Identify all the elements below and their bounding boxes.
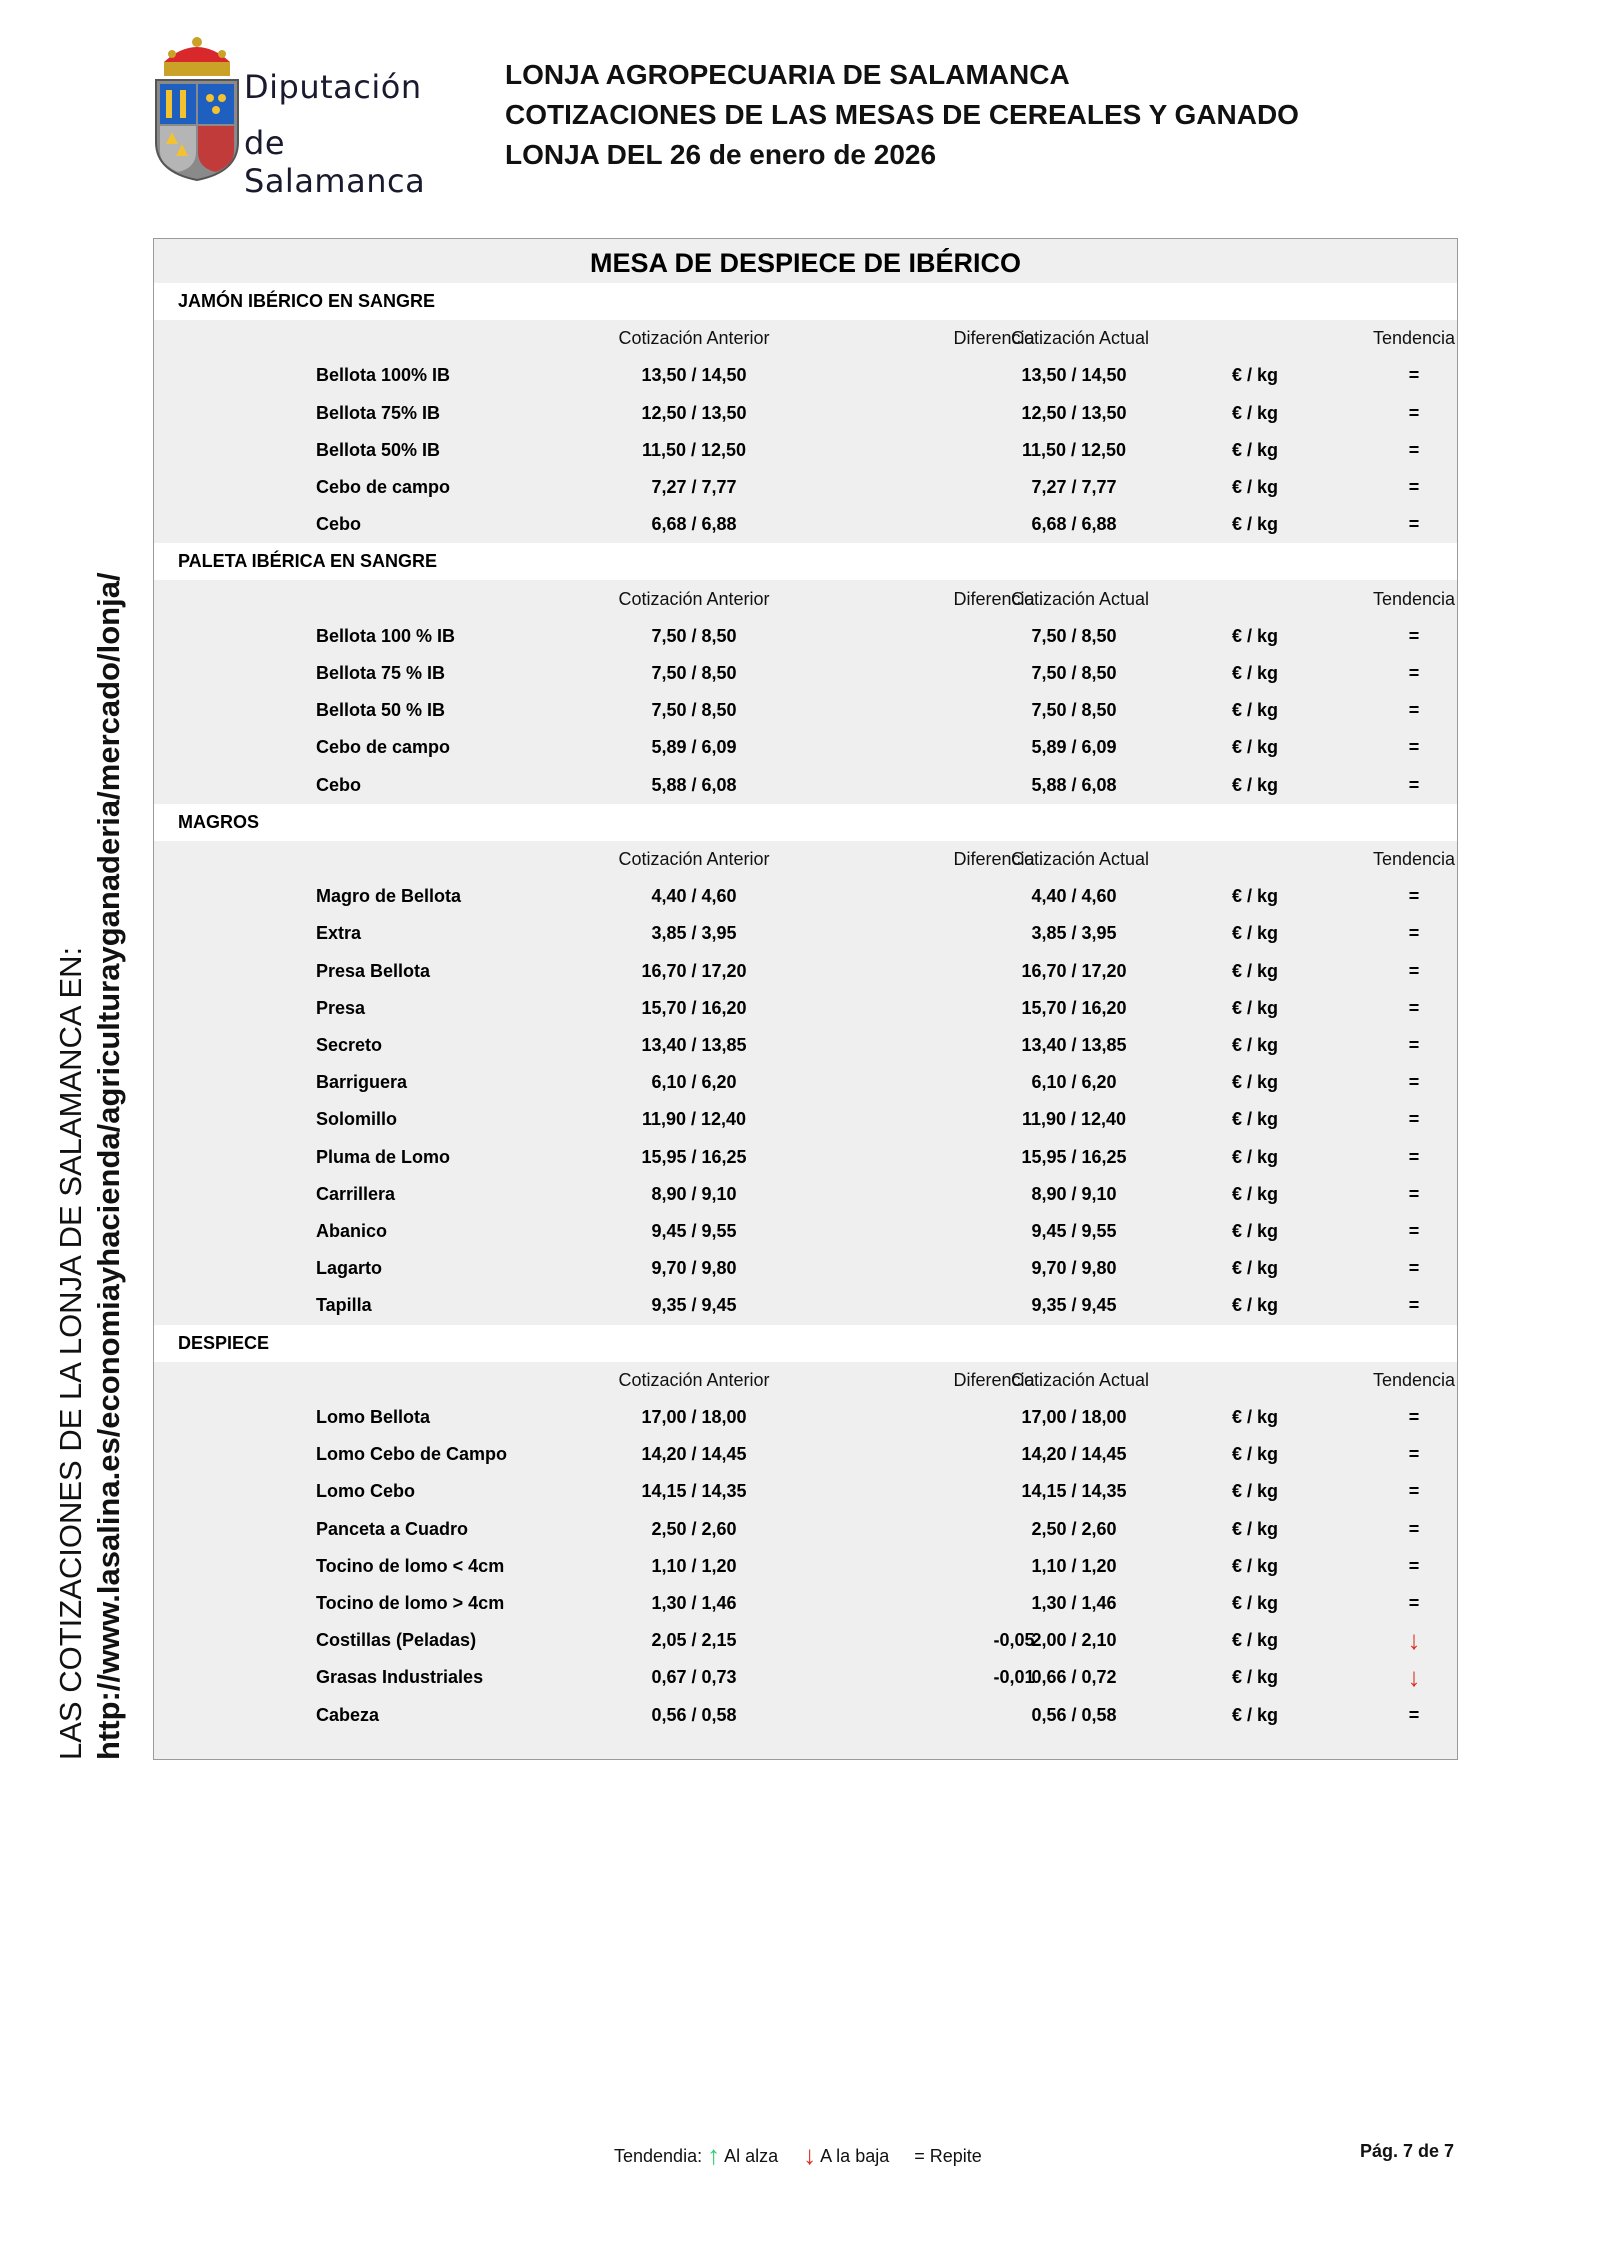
row-cotizacion-actual: 1,30 / 1,46 [1031,1593,1117,1613]
trend-repeat: = [1408,477,1420,497]
row-cotizacion-anterior: 1,30 / 1,46 [651,1593,737,1613]
row-product-name: Magro de Bellota [316,886,462,907]
row-product-name: Pluma de Lomo [316,1146,451,1167]
row-unit: € / kg [1232,997,1279,1018]
row-unit: € / kg [1232,1704,1279,1725]
row-cotizacion-actual: 12,50 / 13,50 [1021,402,1127,423]
trend-repeat: = [1408,1146,1420,1167]
row-cotizacion-actual: 2,50 / 2,60 [1031,1518,1117,1539]
trend-repeat: = [1408,1593,1420,1613]
row-product-name: Bellota 100 % IB [316,625,456,646]
row-unit: € / kg [1232,1444,1279,1465]
row-cotizacion-anterior: 9,45 / 9,55 [651,1221,737,1241]
row-product-name: Cebo de campo [316,737,451,758]
legend-repeat-label: = Repite [914,2146,982,2166]
trend-legend [614,2138,982,2169]
row-unit: € / kg [1232,1146,1279,1167]
row-unit: € / kg [1232,1072,1279,1093]
row-cotizacion-anterior: 13,40 / 13,85 [641,1035,747,1055]
row-cotizacion-anterior: 7,50 / 8,50 [651,625,737,646]
row-unit: € / kg [1232,1258,1279,1279]
row-product-name: Panceta a Cuadro [316,1518,469,1539]
row-product-name: Grasas Industriales [316,1667,484,1688]
arrow-down-icon: ↓ [1407,1625,1421,1656]
document-header [505,55,1299,175]
row-cotizacion-anterior: 11,50 / 12,50 [641,439,747,460]
row-unit: € / kg [1232,1109,1279,1130]
row-cotizacion-actual: 6,68 / 6,88 [1031,514,1117,535]
row-cotizacion-anterior: 9,35 / 9,45 [651,1295,737,1316]
column-header-anterior: Cotización Anterior [618,588,770,609]
row-product-name: Bellota 75% IB [316,402,441,423]
trend-repeat: = [1408,1183,1420,1204]
row-unit: € / kg [1232,1593,1279,1613]
trend-repeat: = [1408,774,1420,795]
trend-repeat: = [1408,1258,1420,1279]
row-cotizacion-anterior: 0,67 / 0,73 [651,1667,737,1688]
row-product-name: Cabeza [316,1704,380,1725]
row-cotizacion-anterior: 2,50 / 2,60 [651,1518,737,1539]
side-caption-url[interactable]: http://www.lasalina.es/economiayhacienda/agriculturayganaderia/mercado/lonja/ [91,572,126,1760]
row-cotizacion-actual: 14,15 / 14,35 [1021,1481,1127,1502]
trend-repeat: = [1408,1221,1420,1241]
column-header-actual: Cotización Actual [1010,1369,1150,1390]
row-cotizacion-actual: 17,00 / 18,00 [1021,1407,1127,1427]
row-product-name: Tocino de lomo > 4cm [316,1593,505,1613]
row-product-name: Bellota 50 % IB [316,700,446,721]
row-cotizacion-anterior: 5,89 / 6,09 [651,737,737,758]
column-header-diferencia: Diferencia [953,849,1035,869]
price-table-panel [153,238,1458,1760]
row-unit: € / kg [1232,439,1279,460]
row-unit: € / kg [1232,402,1279,423]
column-header-tendencia: Tendencia [1372,328,1456,349]
trend-repeat: = [1408,625,1420,646]
section-band [154,804,1457,841]
row-unit: € / kg [1232,1407,1279,1427]
row-product-name: Lomo Cebo de Campo [316,1444,508,1465]
section-band [154,1325,1457,1362]
title-line-3: LONJA DEL 26 de enero de 2026 [505,139,937,170]
row-cotizacion-anterior: 9,70 / 9,80 [651,1258,737,1279]
row-cotizacion-actual: 4,40 / 4,60 [1031,886,1117,907]
trend-repeat: = [1408,1555,1420,1576]
row-cotizacion-anterior: 7,27 / 7,77 [651,477,737,497]
column-header-actual: Cotización Actual [1010,849,1150,869]
row-cotizacion-anterior: 11,90 / 12,40 [641,1109,747,1130]
trend-repeat: = [1408,1481,1420,1502]
row-unit: € / kg [1232,1518,1279,1539]
row-unit: € / kg [1232,960,1279,981]
column-header-tendencia: Tendencia [1372,849,1456,869]
trend-repeat: = [1408,663,1420,683]
section-label: MAGROS [178,811,259,832]
row-unit: € / kg [1232,737,1279,758]
section-label: PALETA IBÉRICA EN SANGRE [178,551,438,572]
row-unit: € / kg [1232,774,1279,795]
side-caption [52,572,128,1760]
row-cotizacion-anterior: 4,40 / 4,60 [651,886,737,907]
column-header-tendencia: Tendencia [1372,588,1456,609]
section-label: DESPIECE [178,1332,270,1353]
row-product-name: Cebo [316,774,361,795]
trend-repeat: = [1408,886,1420,907]
row-cotizacion-anterior: 6,68 / 6,88 [651,514,737,535]
row-cotizacion-actual: 3,85 / 3,95 [1031,923,1117,944]
trend-repeat: = [1408,997,1420,1018]
row-cotizacion-anterior: 7,50 / 8,50 [651,700,737,721]
row-product-name: Extra [316,923,362,944]
row-unit: € / kg [1232,1295,1279,1316]
row-cotizacion-actual: 11,90 / 12,40 [1021,1109,1127,1130]
row-unit: € / kg [1232,514,1279,535]
column-header-tendencia: Tendencia [1372,1369,1456,1390]
trend-repeat: = [1408,1518,1420,1539]
trend-repeat: = [1408,1444,1420,1465]
arrow-up-icon: ↑ [707,2140,721,2170]
trend-repeat: = [1408,1072,1420,1093]
row-cotizacion-actual: 7,50 / 8,50 [1031,663,1117,683]
row-unit: € / kg [1232,1667,1279,1688]
side-caption-line1: LAS COTIZACIONES DE LA LONJA DE SALAMANCA EN: [53,946,88,1760]
row-product-name: Bellota 75 % IB [316,663,446,683]
column-header-diferencia: Diferencia [953,588,1035,609]
row-unit: € / kg [1232,1555,1279,1576]
row-unit: € / kg [1232,477,1279,497]
legend-down-label: A la baja [820,2146,890,2166]
row-cotizacion-actual: 0,56 / 0,58 [1031,1704,1117,1725]
row-unit: € / kg [1232,625,1279,646]
trend-repeat: = [1408,737,1420,758]
row-cotizacion-actual: 11,50 / 12,50 [1021,439,1127,460]
row-product-name: Abanico [316,1221,388,1241]
row-unit: € / kg [1232,1481,1279,1502]
org-name-line2: de Salamanca [244,124,426,200]
row-cotizacion-actual: 5,89 / 6,09 [1031,737,1117,758]
row-product-name: Tapilla [316,1295,372,1316]
arrow-down-icon: ↓ [803,2140,817,2170]
row-cotizacion-actual: 9,70 / 9,80 [1031,1258,1117,1279]
trend-repeat: = [1408,700,1420,721]
row-cotizacion-actual: 2,00 / 2,10 [1031,1630,1117,1651]
row-unit: € / kg [1232,663,1279,683]
trend-repeat: = [1408,1407,1420,1427]
row-unit: € / kg [1232,1035,1279,1055]
column-header-actual: Cotización Actual [1010,328,1150,349]
row-cotizacion-anterior: 16,70 / 17,20 [641,960,747,981]
row-cotizacion-actual: 6,10 / 6,20 [1031,1072,1117,1093]
row-cotizacion-actual: 7,50 / 8,50 [1031,700,1117,721]
diputacion-logo [152,32,452,200]
row-cotizacion-anterior: 17,00 / 18,00 [641,1407,747,1427]
row-product-name: Bellota 100% IB [316,365,451,386]
column-header-anterior: Cotización Anterior [618,328,770,349]
row-unit: € / kg [1232,1630,1279,1651]
row-cotizacion-anterior: 13,50 / 14,50 [641,365,747,386]
row-cotizacion-anterior: 14,15 / 14,35 [641,1481,747,1502]
row-unit: € / kg [1232,886,1279,907]
row-cotizacion-actual: 15,70 / 16,20 [1021,997,1127,1018]
row-cotizacion-actual: 7,27 / 7,77 [1031,477,1117,497]
row-product-name: Costillas (Peladas) [316,1630,477,1651]
row-cotizacion-actual: 15,95 / 16,25 [1021,1146,1127,1167]
column-header-diferencia: Diferencia [953,328,1035,349]
trend-repeat: = [1408,439,1420,460]
row-cotizacion-anterior: 8,90 / 9,10 [651,1183,737,1204]
trend-repeat: = [1408,402,1420,423]
row-cotizacion-anterior: 15,70 / 16,20 [641,997,747,1018]
row-cotizacion-actual: 13,40 / 13,85 [1021,1035,1127,1055]
row-cotizacion-actual: 14,20 / 14,45 [1021,1444,1127,1465]
row-product-name: Cebo de campo [316,477,451,497]
page-number: Pág. 7 de 7 [1360,2141,1455,2161]
row-product-name: Cebo [316,514,361,535]
row-unit: € / kg [1232,365,1279,386]
section-label: JAMÓN IBÉRICO EN SANGRE [178,291,436,311]
row-cotizacion-anterior: 12,50 / 13,50 [641,402,747,423]
row-product-name: Secreto [316,1035,383,1055]
row-unit: € / kg [1232,700,1279,721]
row-cotizacion-anterior: 2,05 / 2,15 [651,1630,737,1651]
coat-of-arms-icon [152,32,242,182]
row-cotizacion-actual: 13,50 / 14,50 [1021,365,1127,386]
row-cotizacion-anterior: 6,10 / 6,20 [651,1072,737,1093]
row-cotizacion-actual: 0,66 / 0,72 [1031,1667,1117,1688]
row-cotizacion-anterior: 14,20 / 14,45 [641,1444,747,1465]
row-cotizacion-anterior: 15,95 / 16,25 [641,1146,747,1167]
row-cotizacion-actual: 16,70 / 17,20 [1021,960,1127,981]
trend-repeat: = [1408,960,1420,981]
trend-repeat: = [1408,365,1420,386]
table-title: MESA DE DESPIECE DE IBÉRICO [589,248,1022,278]
row-product-name: Bellota 50% IB [316,439,441,460]
column-header-anterior: Cotización Anterior [618,849,770,869]
row-unit: € / kg [1232,923,1279,944]
row-cotizacion-actual: 8,90 / 9,10 [1031,1183,1117,1204]
row-cotizacion-actual: 7,50 / 8,50 [1031,625,1117,646]
row-cotizacion-actual: 9,45 / 9,55 [1031,1221,1117,1241]
row-product-name: Presa [316,997,366,1018]
row-cotizacion-anterior: 7,50 / 8,50 [651,663,737,683]
trend-repeat: = [1408,1109,1420,1130]
column-header-actual: Cotización Actual [1010,588,1150,609]
row-product-name: Tocino de lomo < 4cm [316,1555,505,1576]
column-header-anterior: Cotización Anterior [618,1369,770,1390]
title-line-2: COTIZACIONES DE LAS MESAS DE CEREALES Y GANADO [505,99,1299,130]
row-cotizacion-actual: 5,88 / 6,08 [1031,774,1117,795]
legend-prefix: Tendendia: [614,2146,703,2166]
trend-repeat: = [1408,1704,1420,1725]
row-product-name: Carrillera [316,1183,396,1204]
row-diferencia: -0,05 [993,1630,1035,1651]
row-product-name: Lomo Bellota [316,1407,431,1427]
column-header-diferencia: Diferencia [953,1369,1035,1390]
row-product-name: Solomillo [316,1109,397,1130]
row-cotizacion-anterior: 1,10 / 1,20 [651,1555,737,1576]
row-product-name: Presa Bellota [316,960,431,981]
legend-up-label: Al alza [724,2146,779,2166]
row-product-name: Lomo Cebo [316,1481,415,1502]
trend-repeat: = [1408,514,1420,535]
row-product-name: Lagarto [316,1258,383,1279]
row-product-name: Barriguera [316,1072,408,1093]
row-diferencia: -0,01 [993,1667,1035,1688]
row-cotizacion-anterior: 0,56 / 0,58 [651,1704,737,1725]
trend-repeat: = [1408,1295,1420,1316]
arrow-down-icon: ↓ [1407,1662,1421,1693]
row-cotizacion-anterior: 3,85 / 3,95 [651,923,737,944]
trend-repeat: = [1408,923,1420,944]
title-line-1: LONJA AGROPECUARIA DE SALAMANCA [505,59,1070,90]
row-unit: € / kg [1232,1221,1279,1241]
org-name-line1: Diputación [244,68,422,106]
row-cotizacion-actual: 1,10 / 1,20 [1031,1555,1117,1576]
trend-repeat: = [1408,1035,1420,1055]
row-unit: € / kg [1232,1183,1279,1204]
row-cotizacion-actual: 9,35 / 9,45 [1031,1295,1117,1316]
row-cotizacion-anterior: 5,88 / 6,08 [651,774,737,795]
